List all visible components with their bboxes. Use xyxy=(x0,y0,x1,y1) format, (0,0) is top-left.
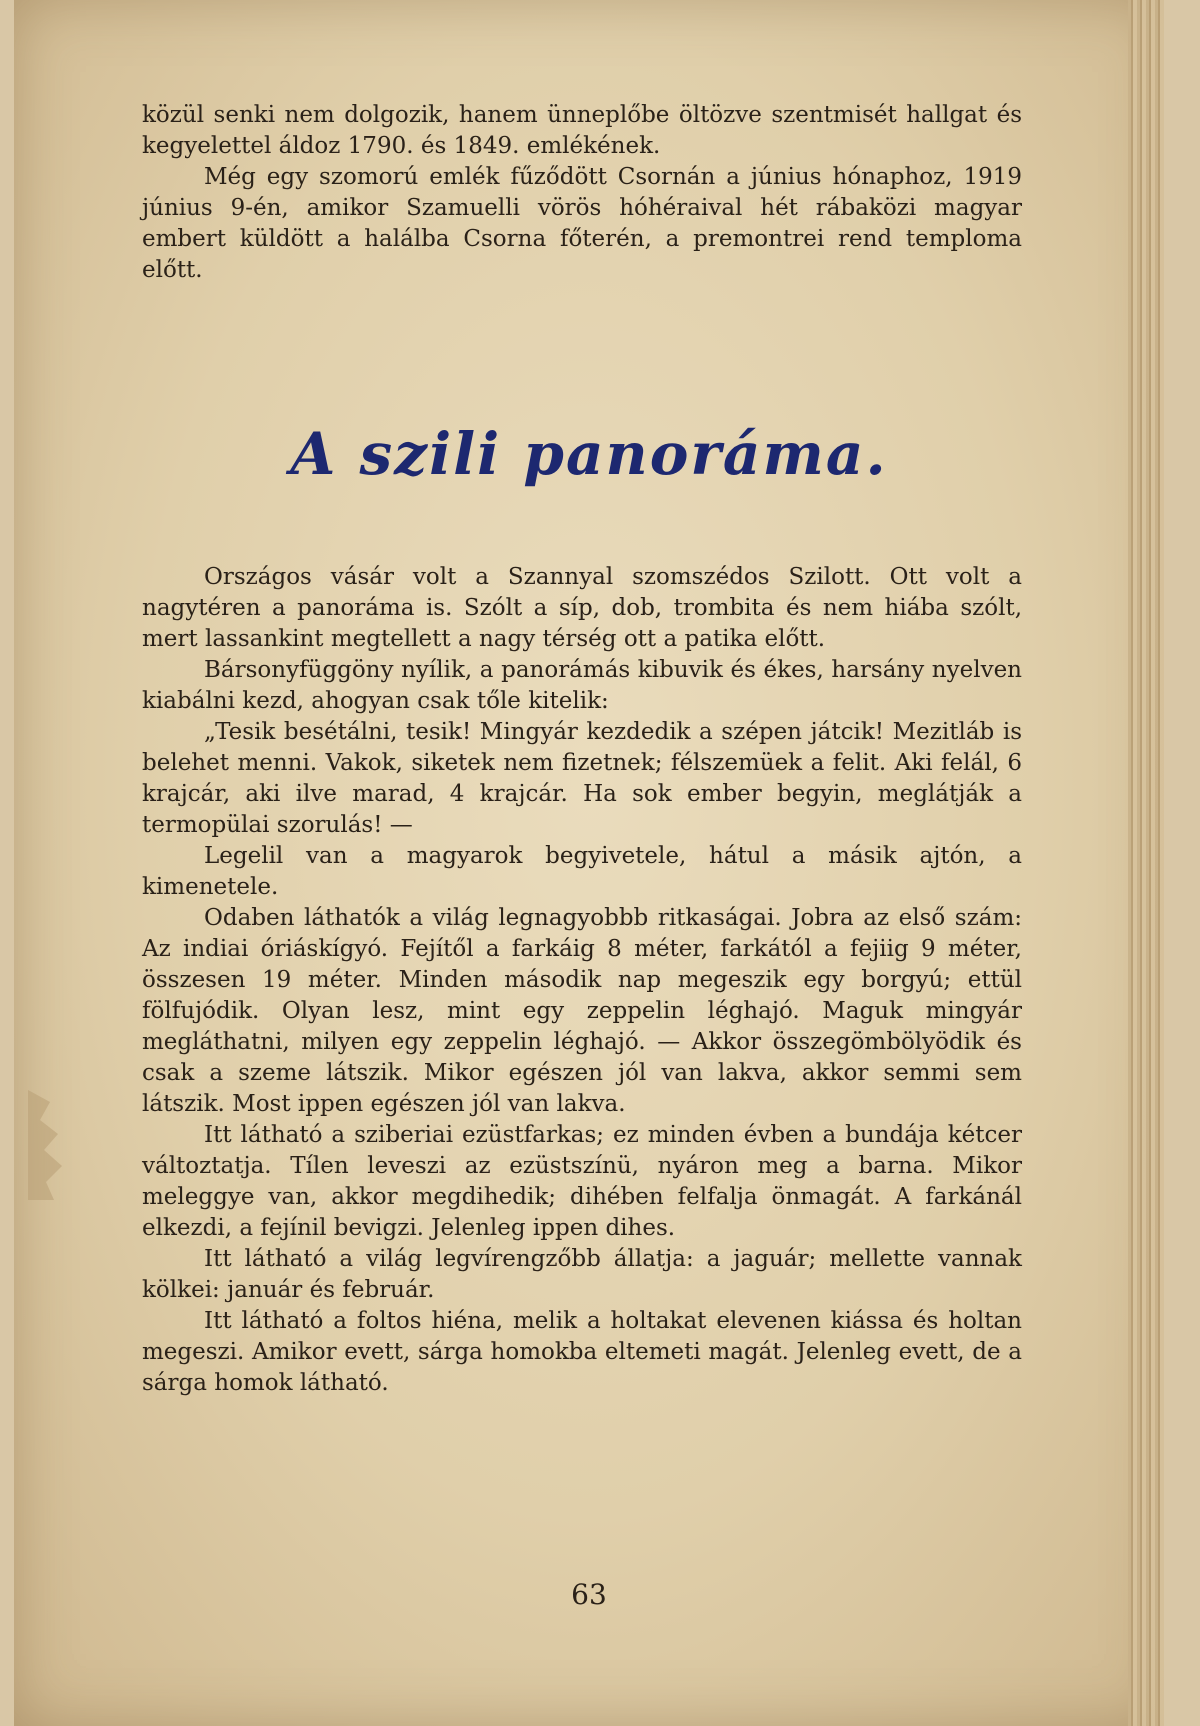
intro-text xyxy=(142,100,1022,286)
body-paragraph: Itt látható a sziberiai ezüstfarkas; ez minden évben a bundája kétcer változtatja. Tílen leveszi az ezüstszínü, nyáron meg a barna. Mikor meleggye van, akkor megdihedik; dihében felfalja önmagát. A farkánál elkezdi, a fejínil bevigzi. Jelenleg ippen dihes. xyxy=(142,1122,1022,1241)
section-title: A szili panoráma. xyxy=(290,420,888,488)
body-paragraph: Itt látható a világ legvírengzőbb állatja: a jaguár; mellette vannak kölkei: január és február. xyxy=(142,1246,1022,1303)
page-edge-stack xyxy=(1128,0,1164,1726)
scanned-page xyxy=(14,0,1164,1726)
intro-paragraph: közül senki nem dolgozik, hanem ünneplőbe öltözve szentmisét hallgat és kegyelettel áldoz 1790. és 1849. emlékének. xyxy=(142,102,1022,159)
torn-edge xyxy=(28,1090,88,1200)
body-paragraph: „Tesik besétálni, tesik! Mingyár kezdedik a szépen játcik! Mezitláb is belehet menni. Vakok, siketek nem fizetnek; félszemüek a felit. Aki felál, 6 krajcár, aki ilve marad, 4 krajcár. Ha sok ember begyin, meglátják a termopülai szorulás! — xyxy=(142,719,1022,838)
intro-paragraph: Még egy szomorú emlék fűződött Csornán a június hónaphoz, 1919 június 9-én, amikor Szamuelli vörös hóhéraival hét rábaközi magyar embert küldött a halálba Csorna főterén, a premontrei rend temploma előtt. xyxy=(142,164,1022,283)
body-text xyxy=(142,562,1022,1399)
page-number: 63 xyxy=(571,1578,607,1611)
body-paragraph: Bársonyfüggöny nyílik, a panorámás kibuvik és ékes, harsány nyelven kiabálni kezd, ahogyan csak tőle kitelik: xyxy=(142,657,1022,714)
body-paragraph: Odaben láthatók a világ legnagyobbb ritkaságai. Jobra az első szám: Az indiai óriáskígyó. Fejítől a farkáig 8 méter, farkától a fejiig 9 méter, összesen 19 méter. Minden második nap megeszik egy borgyú; ettül fölfujódik. Olyan lesz, mint egy zeppelin léghajó. Maguk mingyár megláthatni, milyen egy zeppelin léghajó. — Akkor összegömbölyödik és csak a szeme látszik. Mikor egészen jól van lakva, akkor semmi sem látszik. Most ippen egészen jól van lakva. xyxy=(142,905,1022,1117)
body-paragraph: Itt látható a foltos hiéna, melik a holtakat elevenen kiássa és holtan megeszi. Amikor evett, sárga homokba eltemeti magát. Jelenleg evett, de a sárga homok látható. xyxy=(142,1308,1022,1396)
body-paragraph: Országos vásár volt a Szannyal szomszédos Szilott. Ott volt a nagytéren a panoráma is. Szólt a síp, dob, trombita és nem hiába szólt, mert lassankint megtellett a nagy térség ott a patika előtt. xyxy=(142,564,1022,652)
body-paragraph: Legelil van a magyarok begyivetele, hátul a másik ajtón, a kimenetele. xyxy=(142,843,1022,900)
